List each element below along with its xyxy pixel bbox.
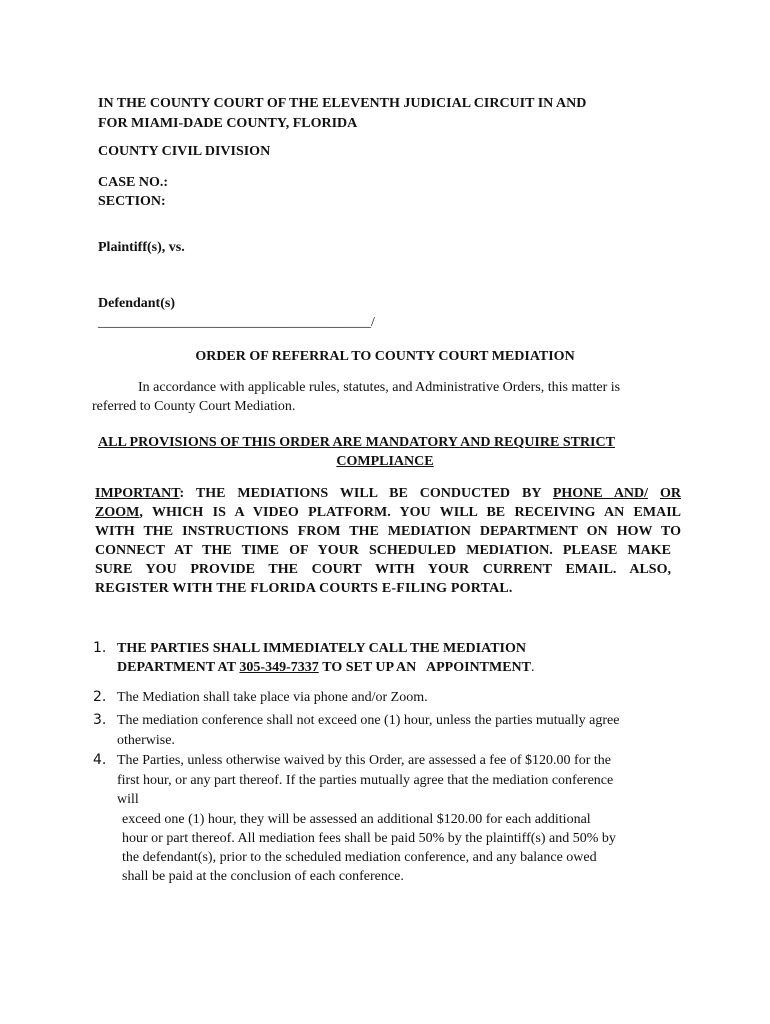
important-line-1-text: : THE MEDIATIONS WILL BE CONDUCTED BY xyxy=(179,486,541,501)
item-4-line-5: hour or part thereof. All mediation fees shall be paid 50% by the plaintiff(s) and 50% by xyxy=(122,831,616,846)
caption-signature-line: _______________________________________/ xyxy=(98,315,375,330)
item-4-line-7: shall be paid at the conclusion of each conference. xyxy=(122,869,404,884)
order-title: ORDER OF REFERRAL TO COUNTY COURT MEDIATION xyxy=(195,349,575,364)
item-4-line-2: first hour, or any part thereof. If the parties mutually agree that the mediation conference xyxy=(117,773,614,788)
court-heading-line-2: FOR MIAMI-DADE COUNTY, FLORIDA xyxy=(98,116,358,131)
intro-line-2: referred to County Court Mediation. xyxy=(92,399,296,414)
important-line-4: CONNECT AT THE TIME OF YOUR SCHEDULED MEDIATION. PLEASE MAKE xyxy=(95,543,671,558)
item-1-line-2-pre: DEPARTMENT AT xyxy=(117,660,236,675)
phone-and-text: PHONE AND/ xyxy=(552,486,649,501)
item-4-line-1: The Parties, unless otherwise waived by this Order, are assessed a fee of $120.00 for the xyxy=(117,753,611,768)
mediation-phone-number: 305-349-7337 xyxy=(239,660,319,675)
item-4-line-6: the defendant(s), prior to the scheduled mediation conference, and any balance owed xyxy=(122,850,597,865)
item-4-line-3: will xyxy=(117,792,139,807)
important-label: IMPORTANT xyxy=(95,486,180,501)
item-4-number: 4. xyxy=(93,752,107,768)
item-3-line-1: The mediation conference shall not exceed one (1) hour, unless the parties mutually agree xyxy=(117,713,620,728)
item-4-line-4: exceed one (1) hour, they will be assessed an additional $120.00 for each additional xyxy=(122,812,591,827)
important-line-1 xyxy=(95,484,681,503)
important-line-2 xyxy=(95,503,681,522)
section-label: SECTION: xyxy=(98,194,166,209)
plaintiff-label: Plaintiff(s), vs. xyxy=(98,240,185,255)
court-heading-line-1: IN THE COUNTY COURT OF THE ELEVENTH JUDICIAL CIRCUIT IN AND xyxy=(98,96,587,111)
item-2-number: 2. xyxy=(93,689,107,705)
item-1-line-1: THE PARTIES SHALL IMMEDIATELY CALL THE MEDIATION xyxy=(117,641,526,656)
item-1-line-2 xyxy=(117,658,535,677)
division-label: COUNTY CIVIL DIVISION xyxy=(98,144,271,159)
important-line-3: WITH THE INSTRUCTIONS FROM THE MEDIATION DEPARTMENT ON HOW TO xyxy=(95,524,681,539)
important-line-2-text: , WHICH IS A VIDEO PLATFORM. YOU WILL BE RECEIVING AN EMAIL xyxy=(139,505,681,520)
mandatory-notice-line-2: COMPLIANCE xyxy=(336,454,434,469)
item-2-text: The Mediation shall take place via phone and/or Zoom. xyxy=(117,690,428,705)
intro-line-1: In accordance with applicable rules, statutes, and Administrative Orders, this matter is xyxy=(138,380,621,395)
item-3-number: 3. xyxy=(93,712,107,728)
item-1-line-2-post: TO SET UP AN APPOINTMENT xyxy=(322,660,531,675)
defendant-label: Defendant(s) xyxy=(98,296,175,311)
item-1-period: . xyxy=(531,660,535,675)
mandatory-notice-line-1: ALL PROVISIONS OF THIS ORDER ARE MANDATORY AND REQUIRE STRICT xyxy=(98,435,615,450)
item-1-number: 1. xyxy=(93,640,107,656)
important-line-6: REGISTER WITH THE FLORIDA COURTS E-FILING PORTAL. xyxy=(95,581,513,596)
or-text: OR xyxy=(660,486,681,501)
item-3-line-2: otherwise. xyxy=(117,733,175,748)
important-line-5: SURE YOU PROVIDE THE COURT WITH YOUR CURRENT EMAIL. ALSO, xyxy=(95,562,671,577)
zoom-text: ZOOM xyxy=(95,505,140,520)
case-no-label: CASE NO.: xyxy=(98,175,169,190)
